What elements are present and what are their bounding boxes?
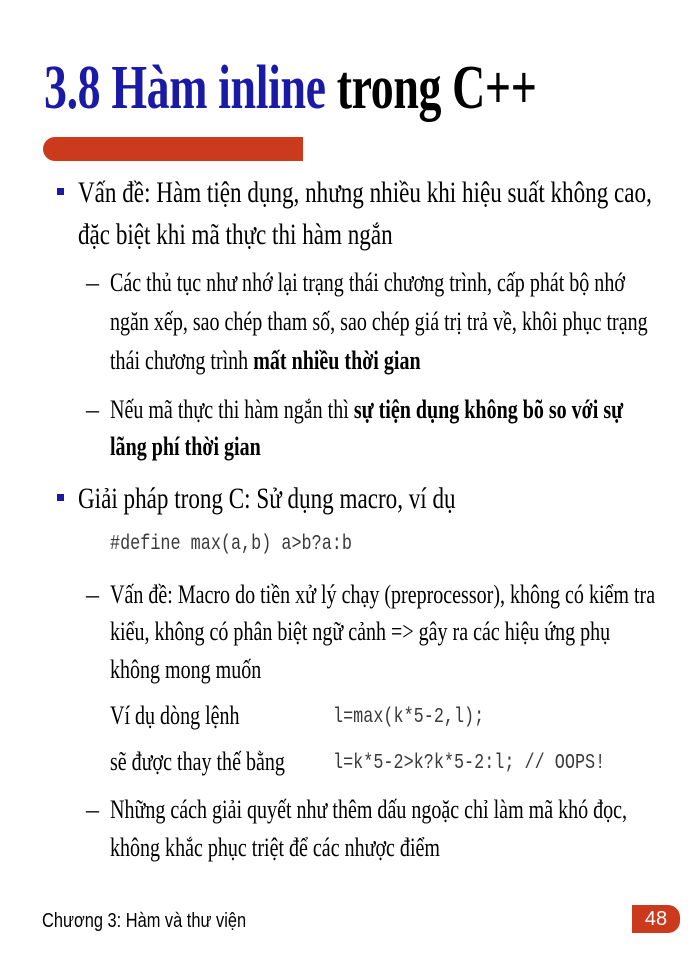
replace-code: l=k*5-2>k?k*5-2:l; // OOPS! — [333, 752, 606, 775]
dash-marker: – — [86, 580, 99, 609]
bullet-1-line-2: đặc biệt khi mã thực thi hàm ngắn — [78, 218, 393, 251]
dash-marker: – — [86, 795, 99, 824]
bullet-square-icon — [57, 188, 64, 195]
slide-title — [44, 48, 536, 128]
sub-1-2-line-1-bold: sự tiện dụng không bõ so với sự — [353, 395, 624, 424]
replace-label: sẽ được thay thế bằng — [110, 747, 285, 776]
sub-2-1-line-3: không mong muốn — [110, 655, 262, 684]
sub-1-2-line-1 — [110, 393, 623, 427]
sub-1-1-line-2: ngăn xếp, sao chép tham số, sao chép giá trị trả về, khôi phục trạng — [110, 307, 648, 336]
bullet-2-line-1: Giải pháp trong C: Sử dụng macro, ví dụ — [78, 482, 456, 515]
footer-chapter: Chương 3: Hàm và thư viện — [42, 910, 247, 932]
page-number: 48 — [632, 905, 680, 933]
sub-1-1-line-3-plain: thái chương trình — [110, 346, 254, 375]
sub-2-1-line-2: kiểu, không có phân biệt ngữ cảnh => gây ra các hiệu ứng phụ — [110, 617, 611, 646]
bullet-square-icon — [57, 494, 64, 501]
bullet-1-line-1: Vấn đề: Hàm tiện dụng, nhưng nhiều khi hiệu suất không cao, — [78, 176, 652, 209]
sub-1-2-line-2 — [110, 430, 261, 464]
dash-marker: – — [86, 395, 99, 424]
title-rest: trong C++ — [325, 54, 537, 122]
example-label: Ví dụ dòng lệnh — [110, 701, 240, 730]
sub-1-2-line-2-bold: lãng phí thời gian — [110, 432, 261, 461]
sub-2-2-line-1: Những cách giải quyết như thêm dấu ngoặc chỉ làm mã khó đọc, — [110, 795, 628, 824]
sub-2-1-line-1: Vấn đề: Macro do tiền xử lý chạy (preprocessor), không có kiểm tra — [110, 580, 656, 609]
sub-2-2-line-2: không khắc phục triệt để các nhược điểm — [110, 833, 440, 862]
sub-1-1-line-3 — [110, 344, 421, 378]
sub-1-2-line-1-plain: Nếu mã thực thi hàm ngắn thì — [110, 395, 354, 424]
sub-1-1-line-3-bold: mất nhiều thời gian — [253, 346, 421, 375]
example-code: l=max(k*5-2,l); — [333, 706, 485, 729]
dash-marker: – — [86, 268, 99, 297]
title-highlight: 3.8 Hàm inline — [44, 54, 326, 122]
macro-code: #define max(a,b) a>b?a:b — [110, 533, 352, 556]
title-accent-bar — [43, 137, 303, 161]
sub-1-1-line-1: Các thủ tục như nhớ lại trạng thái chương trình, cấp phát bộ nhớ — [110, 268, 625, 297]
